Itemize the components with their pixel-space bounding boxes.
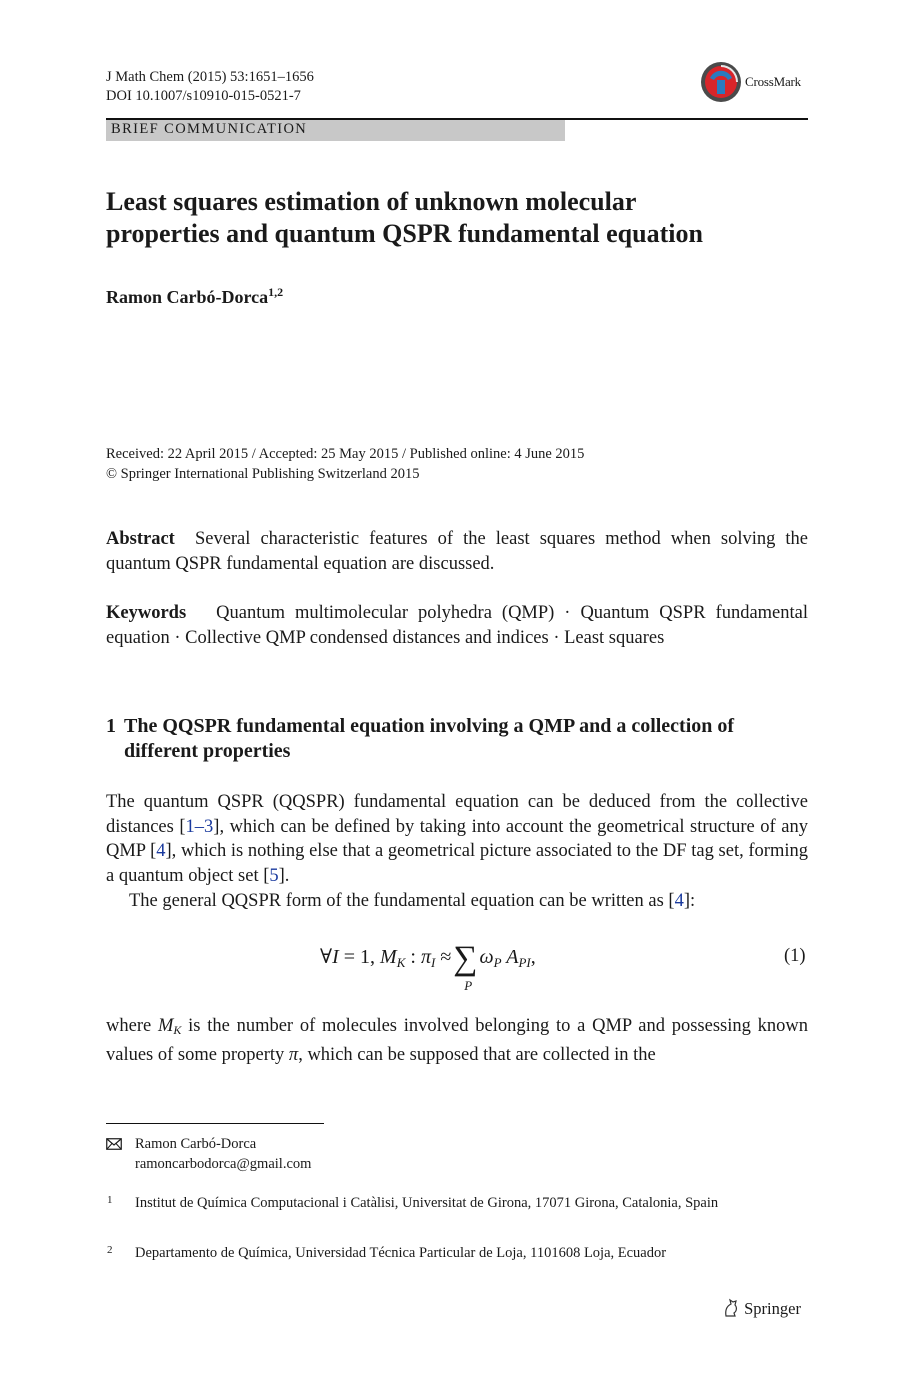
article-history <box>106 444 584 484</box>
section-title: The QQSPR fundamental equation involving a QMP and a collection of different properties <box>124 715 735 762</box>
journal-citation <box>106 68 314 106</box>
section-paragraph-3: where $M_K$ is the number of molecules involved belonging to a QMP and possessing known values of some property π, which can be supposed that are collected in the <box>106 1016 808 1065</box>
keywords <box>106 601 808 650</box>
equation-1: ∀I = 1, $M_K$ : $\pi_I$ ≈∑ P $\omega_P$ $A_{PI}$, <box>320 940 536 993</box>
abstract-label: Abstract <box>106 529 175 549</box>
citation-link[interactable]: 5 <box>269 865 279 886</box>
citation-link[interactable]: 1–3 <box>185 816 214 837</box>
title-line-2: properties and quantum QSPR fundamental equation <box>106 219 703 248</box>
author-name: Ramon Carbó-Dorca <box>106 287 269 307</box>
title-line-1: Least squares estimation of unknown molecular <box>106 187 637 216</box>
springer-horse-icon <box>722 1298 740 1318</box>
copyright: © Springer International Publishing Switzerland 2015 <box>106 466 420 482</box>
section-number: 1 <box>106 715 116 737</box>
article-type: BRIEF COMMUNICATION <box>111 121 308 137</box>
corresponding-author <box>135 1134 311 1174</box>
history-dates: Received: 22 April 2015 / Accepted: 25 May 2015 / Published online: 4 June 2015 <box>106 446 585 462</box>
section-heading <box>106 714 808 764</box>
keywords-text: Quantum multimolecular polyhedra (QMP) · Quantum QSPR fundamental equation · Collective QMP condensed distances and indices · Least squares <box>106 603 809 648</box>
envelope-icon <box>106 1138 122 1150</box>
citation-link[interactable]: 4 <box>674 891 684 911</box>
abstract <box>106 527 808 576</box>
section-paragraph-2: The general QQSPR form of the fundamental equation can be written as [4]: <box>129 891 696 911</box>
section-paragraph-1: The quantum QSPR (QQSPR) fundamental equation can be deduced from the collective distances [1–3], which can be defined by taking into account the geometrical structure of any QMP [4], which is nothing else that a geometrical picture associated to the DF tag set, forming a quantum object set [5]. <box>106 792 808 886</box>
affiliation-number: 1 <box>107 1194 113 1206</box>
paper-title <box>106 186 826 250</box>
citation-link[interactable]: 4 <box>156 841 166 862</box>
crossmark-label: CrossMark <box>745 74 801 89</box>
journal-line: J Math Chem (2015) 53:1651–1656 <box>106 69 314 85</box>
summation-symbol: ∑ P <box>453 940 478 993</box>
keywords-label: Keywords <box>106 603 187 623</box>
corresponding-name: Ramon Carbó-Dorca <box>135 1136 257 1152</box>
footnote-rule <box>106 1123 324 1124</box>
doi-line: DOI 10.1007/s10910-015-0521-7 <box>106 88 301 104</box>
affiliation-2: Departamento de Química, Universidad Técnica Particular de Loja, 1101608 Loja, Ecuador <box>135 1245 667 1261</box>
equation-number: (1) <box>784 946 806 966</box>
publisher-name: Springer <box>744 1299 801 1318</box>
abstract-text: Several characteristic features of the least squares method when solving the quantum QSPR fundamental equation are discussed. <box>106 529 809 574</box>
affiliation-number: 2 <box>107 1244 113 1256</box>
corresponding-email[interactable]: ramoncarbodorca@gmail.com <box>135 1156 312 1172</box>
publisher-logo <box>722 1298 801 1319</box>
author-affiliation-marks: 1,2 <box>268 285 284 299</box>
affiliation-1: Institut de Química Computacional i Catàlisi, Universitat de Girona, 17071 Girona, Catalonia, Spain <box>135 1195 719 1211</box>
author-line <box>106 285 283 308</box>
